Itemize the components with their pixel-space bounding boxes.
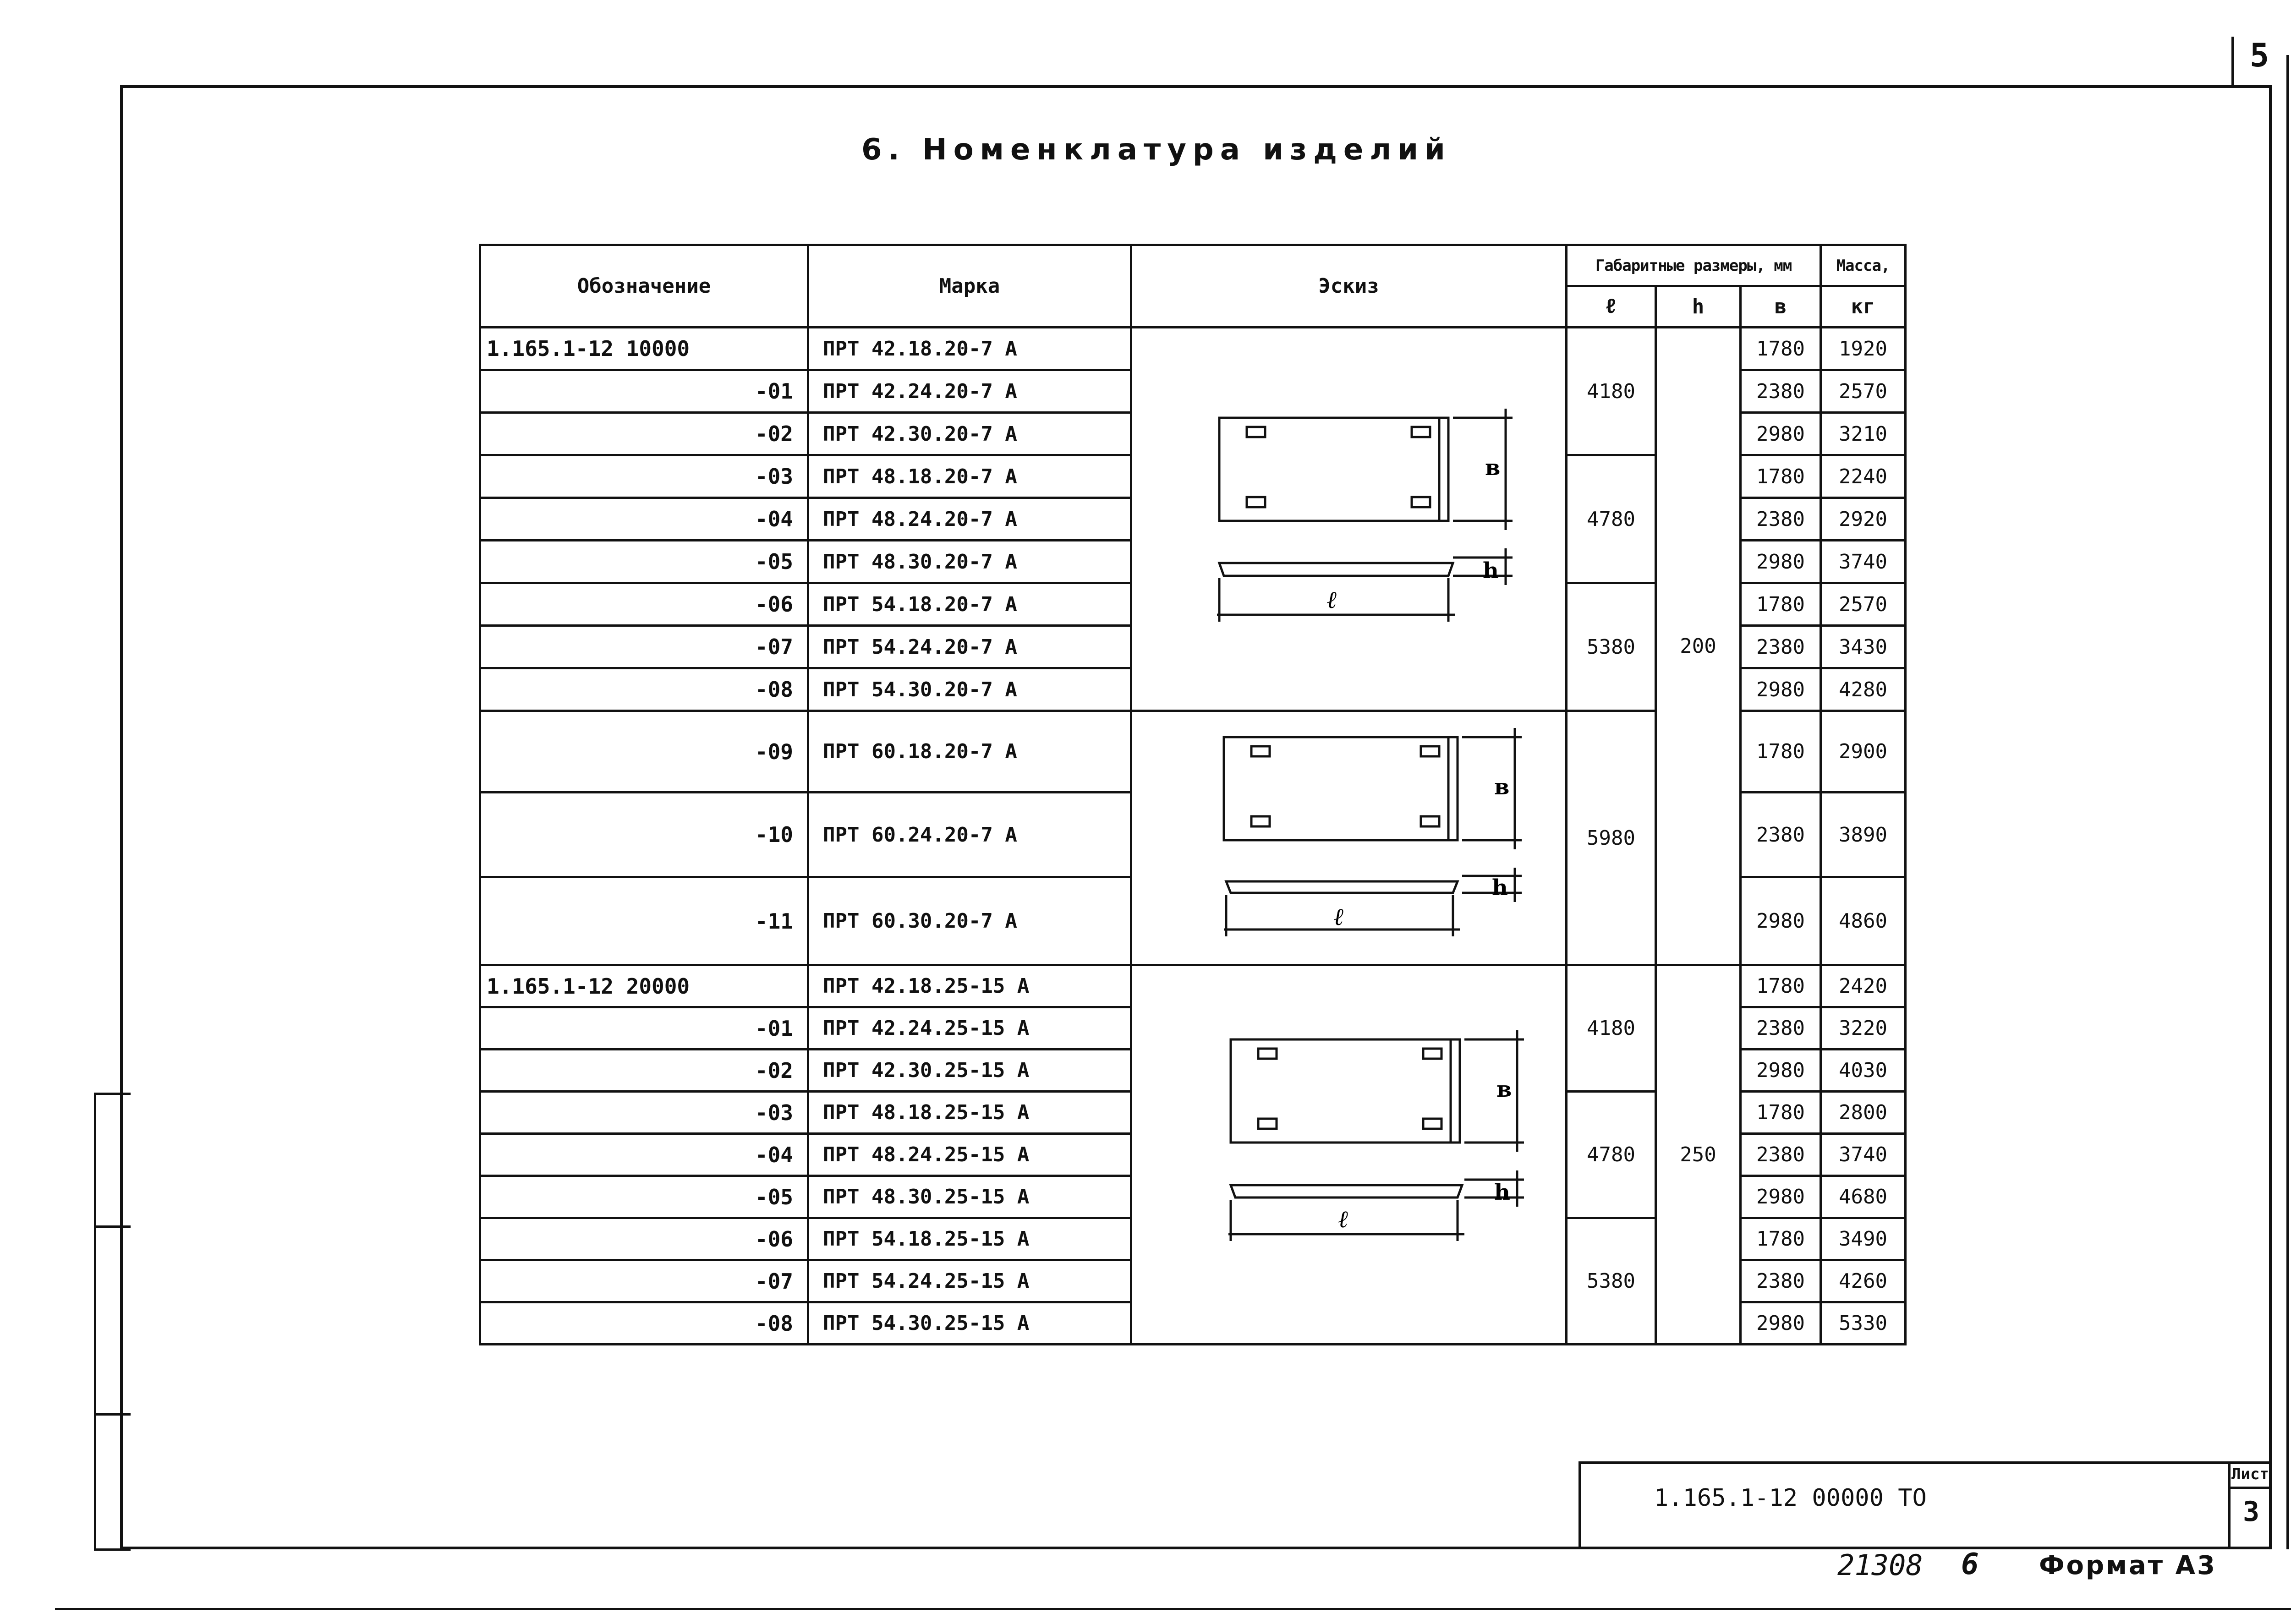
l-value-cell: 5380: [1567, 1218, 1656, 1345]
sketch-cell-group2: [1131, 711, 1567, 965]
sheet-number-box-line: [2231, 37, 2234, 87]
table-row: [480, 965, 1906, 1007]
l-value-cell: 4780: [1567, 1092, 1656, 1218]
b-value-cell: 2380: [1741, 1260, 1821, 1302]
mass-value-cell: 4030: [1821, 1050, 1906, 1092]
mark-cell: ПРТ 54.30.25-15 А: [808, 1302, 1131, 1345]
designation-cell: -07: [480, 626, 808, 668]
sketch-cell-group3: [1131, 965, 1567, 1345]
sketch-label-width: в: [1485, 455, 1501, 481]
designation-cell: -09: [480, 711, 808, 793]
sketch-label-length: ℓ: [1327, 586, 1337, 614]
mark-cell: ПРТ 54.18.20-7 А: [808, 583, 1131, 626]
sketch-label-height: h: [1483, 558, 1499, 584]
mass-value-cell: 3740: [1821, 541, 1906, 583]
mass-value-cell: 1920: [1821, 328, 1906, 370]
designation-cell: 1.165.1-12 20000: [480, 965, 808, 1007]
mark-cell: ПРТ 42.30.20-7 А: [808, 413, 1131, 455]
designation-cell: -03: [480, 455, 808, 498]
panel-sketch-3: [1132, 966, 1567, 1345]
header-mass-unit: кг: [1821, 286, 1906, 328]
h-value-cell: 200: [1656, 328, 1741, 965]
mark-cell: ПРТ 42.18.25-15 А: [808, 965, 1131, 1007]
b-value-cell: 2980: [1741, 541, 1821, 583]
mark-cell: ПРТ 54.24.25-15 А: [808, 1260, 1131, 1302]
mass-value-cell: 2420: [1821, 965, 1906, 1007]
b-value-cell: 2980: [1741, 668, 1821, 711]
b-value-cell: 2380: [1741, 1007, 1821, 1050]
lifting-loop: [1258, 1119, 1277, 1129]
mark-cell: ПРТ 54.24.20-7 А: [808, 626, 1131, 668]
nomenclature-table: [479, 244, 1907, 1345]
mark-cell: ПРТ 48.30.25-15 А: [808, 1176, 1131, 1218]
designation-cell: -02: [480, 413, 808, 455]
mark-cell: ПРТ 42.30.25-15 А: [808, 1050, 1131, 1092]
lifting-loop: [1423, 1049, 1441, 1059]
panel-plan: [1231, 1039, 1460, 1143]
left-binding-strip: [94, 1093, 131, 1551]
mark-cell: ПРТ 60.18.20-7 А: [808, 711, 1131, 793]
b-value-cell: 2980: [1741, 1050, 1821, 1092]
b-value-cell: 1780: [1741, 711, 1821, 793]
sheet-value: 3: [2243, 1496, 2260, 1528]
sketch-label-width: в: [1496, 1077, 1512, 1102]
designation-cell: -06: [480, 1218, 808, 1260]
mark-cell: ПРТ 42.24.25-15 А: [808, 1007, 1131, 1050]
sketch-label-length: ℓ: [1334, 903, 1344, 931]
designation-cell: -05: [480, 541, 808, 583]
mark-cell: ПРТ 54.30.20-7 А: [808, 668, 1131, 711]
b-value-cell: 1780: [1741, 455, 1821, 498]
designation-cell: -08: [480, 668, 808, 711]
header-h: h: [1656, 286, 1741, 328]
lifting-loop: [1412, 497, 1430, 507]
sketch-label-height: h: [1494, 1180, 1510, 1205]
sketch-label-width: в: [1494, 774, 1510, 800]
mass-value-cell: 2900: [1821, 711, 1906, 793]
header-dimensions: Габаритные размеры, мм: [1567, 245, 1821, 286]
mark-cell: ПРТ 42.18.20-7 А: [808, 328, 1131, 370]
designation-cell: -04: [480, 498, 808, 541]
mark-cell: ПРТ 48.24.20-7 А: [808, 498, 1131, 541]
sheet-number-top: 5: [2250, 37, 2269, 74]
b-value-cell: 2380: [1741, 498, 1821, 541]
b-value-cell: 2980: [1741, 413, 1821, 455]
mark-cell: ПРТ 54.18.25-15 А: [808, 1218, 1131, 1260]
lifting-loop: [1247, 497, 1265, 507]
binding-bottom-line: [94, 1548, 131, 1551]
mass-value-cell: 2570: [1821, 583, 1906, 626]
frame-right-double-line: [2286, 55, 2289, 1549]
format-label: Формат А3: [2039, 1551, 2217, 1580]
header-sketch: Эскиз: [1131, 245, 1567, 328]
lifting-loop: [1258, 1049, 1277, 1059]
h-value-cell: 250: [1656, 965, 1741, 1345]
panel-section: [1226, 881, 1458, 893]
designation-cell: -08: [480, 1302, 808, 1345]
b-value-cell: 2380: [1741, 793, 1821, 877]
designation-cell: -10: [480, 793, 808, 877]
doc-code: 1.165.1-12 00000 ТО: [1654, 1484, 1927, 1512]
sketch-label-height: h: [1492, 875, 1508, 901]
b-value-cell: 1780: [1741, 583, 1821, 626]
designation-cell: -04: [480, 1134, 808, 1176]
mass-value-cell: 2570: [1821, 370, 1906, 413]
lifting-loop: [1247, 427, 1265, 437]
title-block-sheet-rule: [2228, 1487, 2272, 1489]
designation-cell: -03: [480, 1092, 808, 1134]
mass-value-cell: 4280: [1821, 668, 1906, 711]
panel-sketch-2: [1132, 712, 1567, 965]
mass-value-cell: 3210: [1821, 413, 1906, 455]
header-row-1: [480, 245, 1906, 286]
mass-value-cell: 4860: [1821, 877, 1906, 965]
mass-value-cell: 3220: [1821, 1007, 1906, 1050]
mass-value-cell: 3490: [1821, 1218, 1906, 1260]
lifting-loop: [1251, 816, 1270, 826]
page-title: 6. Номенклатура изделий: [861, 133, 1452, 167]
b-value-cell: 2380: [1741, 370, 1821, 413]
mass-value-cell: 3890: [1821, 793, 1906, 877]
l-value-cell: 4180: [1567, 328, 1656, 455]
sketch-label-length: ℓ: [1338, 1205, 1349, 1233]
lifting-loop: [1412, 427, 1430, 437]
designation-cell: -06: [480, 583, 808, 626]
mark-cell: ПРТ 60.30.20-7 А: [808, 877, 1131, 965]
b-value-cell: 2380: [1741, 626, 1821, 668]
b-value-cell: 1780: [1741, 1092, 1821, 1134]
b-value-cell: 1780: [1741, 1218, 1821, 1260]
mark-cell: ПРТ 48.24.25-15 А: [808, 1134, 1131, 1176]
header-designation: Обозначение: [480, 245, 808, 328]
bottom-rule: [55, 1608, 2291, 1610]
mark-cell: ПРТ 60.24.20-7 А: [808, 793, 1131, 877]
mass-value-cell: 2920: [1821, 498, 1906, 541]
sheet-label: Лист: [2231, 1465, 2269, 1483]
mark-cell: ПРТ 48.18.20-7 А: [808, 455, 1131, 498]
mass-value-cell: 3740: [1821, 1134, 1906, 1176]
sketch-cell-group1: [1131, 328, 1567, 711]
inventory-number: 21308: [1837, 1548, 1923, 1582]
header-b: в: [1741, 286, 1821, 328]
mark-cell: ПРТ 42.24.20-7 А: [808, 370, 1131, 413]
panel-section: [1231, 1185, 1462, 1197]
designation-cell: -01: [480, 370, 808, 413]
header-l: ℓ: [1567, 286, 1656, 328]
panel-section: [1219, 563, 1453, 576]
b-value-cell: 2980: [1741, 877, 1821, 965]
binding-divider-2: [94, 1413, 131, 1416]
b-value-cell: 1780: [1741, 328, 1821, 370]
mass-value-cell: 3430: [1821, 626, 1906, 668]
mass-value-cell: 2800: [1821, 1092, 1906, 1134]
designation-cell: -05: [480, 1176, 808, 1218]
panel-sketch-1: [1132, 328, 1567, 711]
mass-value-cell: 2240: [1821, 455, 1906, 498]
b-value-cell: 2980: [1741, 1302, 1821, 1345]
lifting-loop: [1421, 816, 1439, 826]
designation-cell: -02: [480, 1050, 808, 1092]
title-block-sheet-divider: [2228, 1461, 2231, 1549]
designation-cell: 1.165.1-12 10000: [480, 328, 808, 370]
l-value-cell: 5380: [1567, 583, 1656, 711]
l-value-cell: 4180: [1567, 965, 1656, 1092]
header-mass: Масса,: [1821, 245, 1906, 286]
mass-value-cell: 4260: [1821, 1260, 1906, 1302]
mass-value-cell: 4680: [1821, 1176, 1906, 1218]
l-value-cell: 4780: [1567, 455, 1656, 583]
designation-cell: -07: [480, 1260, 808, 1302]
lifting-loop: [1251, 746, 1270, 756]
mark-cell: ПРТ 48.30.20-7 А: [808, 541, 1131, 583]
designation-cell: -01: [480, 1007, 808, 1050]
header-mark: Марка: [808, 245, 1131, 328]
table-row: [480, 328, 1906, 370]
page-mark: 6: [1961, 1547, 1979, 1581]
l-value-cell: 5980: [1567, 711, 1656, 965]
designation-cell: -11: [480, 877, 808, 965]
panel-plan: [1224, 737, 1458, 840]
lifting-loop: [1423, 1119, 1441, 1129]
mass-value-cell: 5330: [1821, 1302, 1906, 1345]
lifting-loop: [1421, 746, 1439, 756]
panel-plan: [1219, 418, 1448, 521]
mark-cell: ПРТ 48.18.25-15 А: [808, 1092, 1131, 1134]
binding-divider-1: [94, 1225, 131, 1228]
b-value-cell: 1780: [1741, 965, 1821, 1007]
b-value-cell: 2980: [1741, 1176, 1821, 1218]
b-value-cell: 2380: [1741, 1134, 1821, 1176]
